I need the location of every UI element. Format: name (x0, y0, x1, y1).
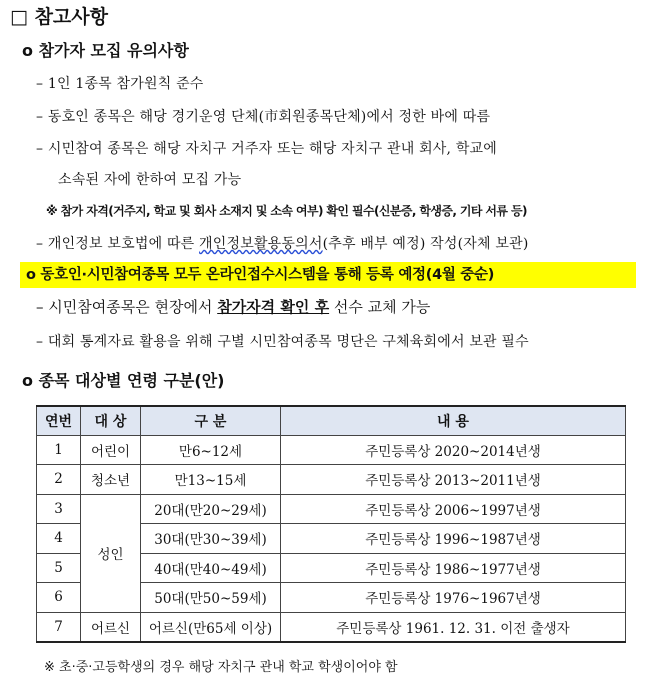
table-row (37, 465, 626, 495)
cell-content: 주민등록상 1986~1977년생 (281, 553, 626, 583)
cell-target: 청소년 (81, 465, 141, 495)
eligibility-note: ※ 참가 자격(거주지, 학교 및 회사 소재지 및 소속 여부) 확인 필수(신분증, 학생증, 기타 서류 등) (46, 204, 527, 218)
cell-no: 6 (37, 583, 81, 613)
cell-no: 5 (37, 553, 81, 583)
list-item: – 동호인 종목은 해당 경기운영 단체(市회원종목단체)에서 정한 바에 따름 (36, 109, 491, 125)
table-row (37, 494, 626, 524)
cell-no: 7 (37, 612, 81, 642)
table-row (37, 612, 626, 642)
cell-content: 주민등록상 1996~1987년생 (281, 524, 626, 554)
list-item: – 대회 통계자료 활용을 위해 구별 시민참여종목 명단은 구체육회에서 보관 필수 (36, 334, 529, 350)
cell-category: 어르신(만65세 이상) (141, 612, 281, 642)
cell-no: 1 (37, 435, 81, 465)
section-heading-recruitment: o 참가자 모집 유의사항 (22, 41, 189, 60)
table-header-row (37, 406, 626, 435)
cell-content: 주민등록상 1976~1967년생 (281, 583, 626, 613)
list-item-continuation: 소속된 자에 한하여 모집 가능 (58, 172, 242, 188)
column-header-target: 대 상 (81, 406, 141, 435)
table-row (37, 435, 626, 465)
consent-form-link: 개인정보활용동의서 (199, 236, 323, 252)
cell-category: 만13~15세 (141, 465, 281, 495)
list-item: – 1인 1종목 참가원칙 준수 (36, 76, 204, 92)
age-group-table (36, 405, 626, 643)
column-header-content: 내 용 (281, 406, 626, 435)
privacy-prefix: – 개인정보 보호법에 따른 (36, 236, 200, 252)
page-title: □ 참고사항 (10, 6, 108, 28)
cell-category: 50대(만50~59세) (141, 583, 281, 613)
list-item: – 시민참여 종목은 해당 자치구 거주자 또는 해당 자치구 관내 회사, 학교에 (36, 141, 497, 157)
cell-content: 주민등록상 1961. 12. 31. 이전 출생자 (281, 612, 626, 642)
replacement-item (36, 296, 430, 317)
highlighted-registration-notice: o 동호인·시민참여종목 모두 온라인접수시스템을 통해 등록 예정(4월 중순) (20, 262, 636, 288)
cell-no: 4 (37, 524, 81, 554)
replacement-suffix: 선수 교체 가능 (329, 298, 431, 316)
replacement-prefix: – 시민참여종목은 현장에서 (36, 298, 218, 316)
cell-content: 주민등록상 2020~2014년생 (281, 435, 626, 465)
cell-content: 주민등록상 2013~2011년생 (281, 465, 626, 495)
cell-category: 40대(만40~49세) (141, 553, 281, 583)
privacy-suffix: (추후 배부 예정) 작성(자체 보관) (322, 236, 529, 252)
cell-category: 30대(만30~39세) (141, 524, 281, 554)
cell-category: 20대(만20~29세) (141, 494, 281, 524)
cell-target: 어린이 (81, 435, 141, 465)
privacy-item (36, 233, 529, 253)
cell-no: 3 (37, 494, 81, 524)
cell-target: 어르신 (81, 612, 141, 642)
cell-no: 2 (37, 465, 81, 495)
cell-category: 만6~12세 (141, 435, 281, 465)
eligibility-check-emphasis: 참가자격 확인 후 (217, 298, 330, 316)
section-heading-age-groups: o 종목 대상별 연령 구분(안) (22, 371, 225, 390)
cell-target-merged: 성인 (81, 494, 141, 612)
column-header-no: 연번 (37, 406, 81, 435)
column-header-category: 구 분 (141, 406, 281, 435)
cell-content: 주민등록상 2006~1997년생 (281, 494, 626, 524)
footnote: ※ 초·중·고등학생의 경우 해당 자치구 관내 학교 학생이어야 함 (44, 660, 398, 675)
